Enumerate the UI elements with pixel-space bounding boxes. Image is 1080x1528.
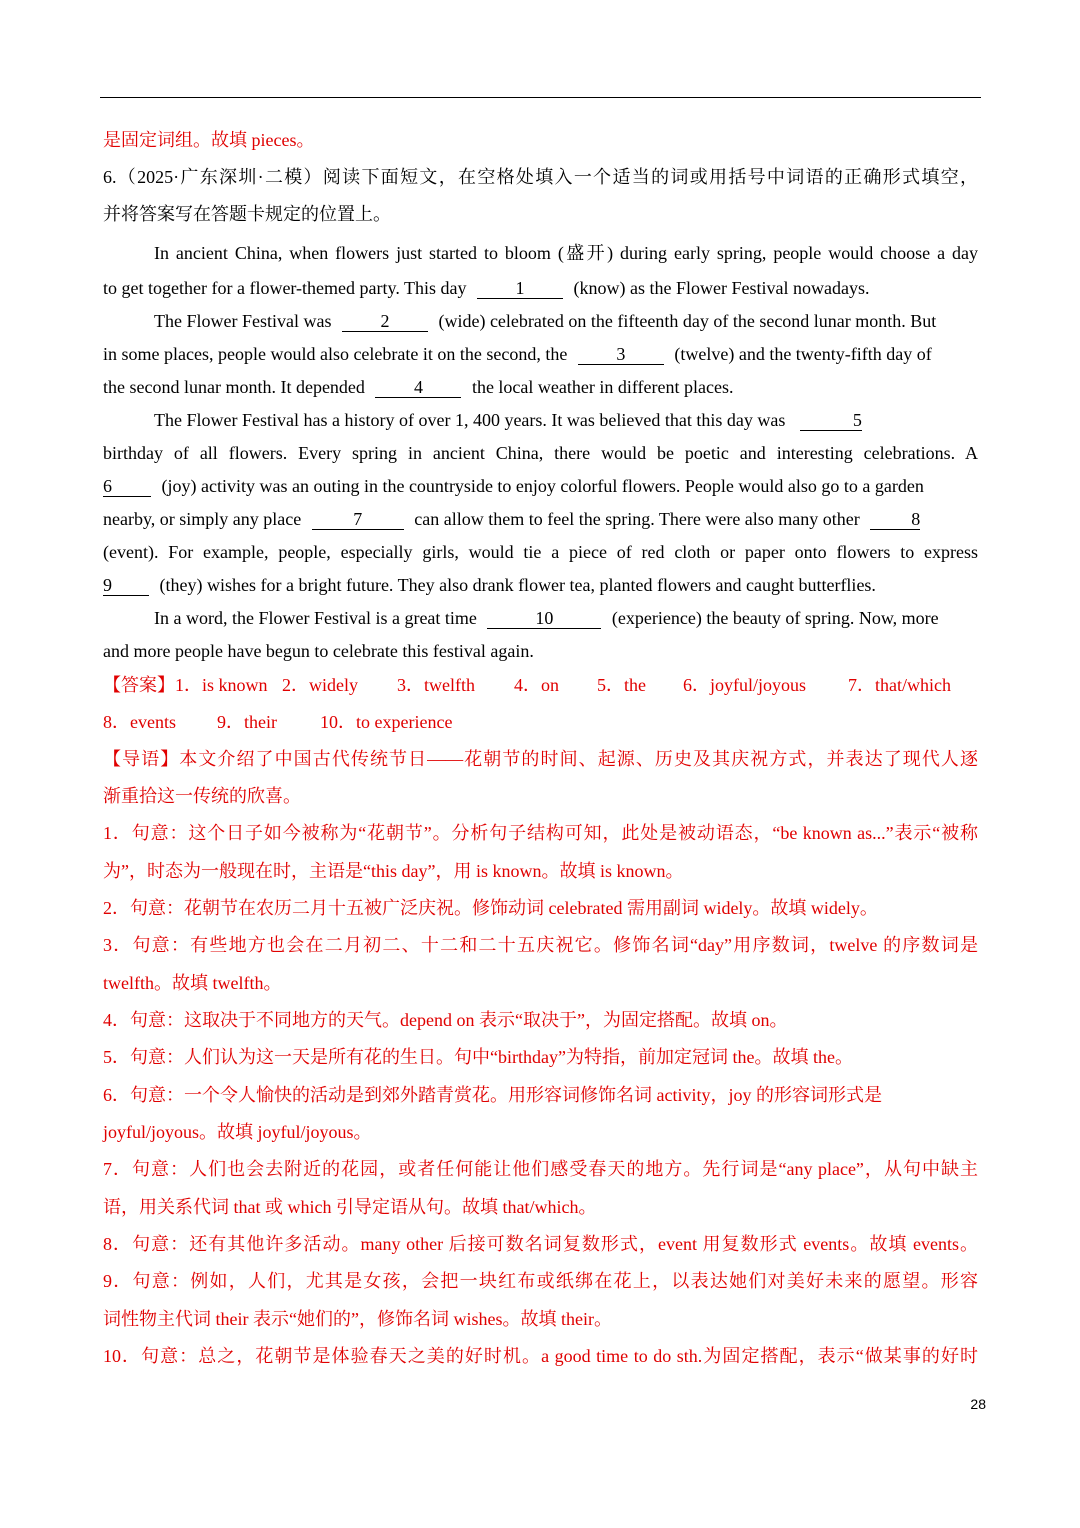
header-rule — [100, 97, 981, 98]
blank-4: 4 — [375, 377, 461, 398]
answer-item: 9．their — [217, 712, 277, 732]
answer-line2 — [103, 709, 978, 735]
blank-8: 8 — [870, 509, 920, 530]
explanation-line: 词性物主代词 their 表示“她们的”，修饰名词 wishes。故填 their。 — [103, 1309, 612, 1329]
page-number: 28 — [970, 1396, 986, 1412]
guide-line2: 渐重拾这一传统的欣喜。 — [103, 786, 301, 806]
passage-line: 6 (joy) activity was an outing in the countryside to enjoy colorful flowers. People would also go to a garden — [103, 476, 924, 496]
explanation-line: twelfth。故填 twelfth。 — [103, 973, 282, 993]
answer-item: 7．that/which — [848, 675, 951, 695]
blank-9: 9 — [103, 575, 149, 596]
passage-line: and more people have begun to celebrate this festival again. — [103, 641, 534, 661]
answer-line1 — [103, 672, 978, 698]
answer-item: 8．events — [103, 712, 176, 732]
explanation-line: 语，用关系代词 that 或 which 引导定语从句。故填 that/which。 — [103, 1197, 597, 1217]
answer-item: 10．to experience — [320, 712, 453, 732]
explanation-line: 9．句意：例如，人们，尤其是女孩，会把一块红布或纸绑在花上，以表达她们对美好未来的愿望。形容 — [103, 1271, 978, 1291]
answer-item: 1．is known — [175, 675, 268, 695]
explanation-line: 4．句意：这取决于不同地方的天气。depend on 表示“取决于”，为固定搭配。故填 on。 — [103, 1010, 788, 1030]
explanation-line: 2．句意：花朝节在农历二月十五被广泛庆祝。修饰动词 celebrated 需用副词 widely。故填 widely。 — [103, 898, 878, 918]
question-instruction-line2: 并将答案写在答题卡规定的位置上。 — [103, 204, 391, 224]
explanation-line: 为”，时态为一般现在时，主语是“this day”，用 is known。故填 is known。 — [103, 861, 684, 881]
blank-6: 6 — [103, 476, 151, 497]
blank-2: 2 — [342, 311, 428, 332]
top-note: 是固定词组。故填 pieces。 — [103, 130, 315, 150]
answer-item: 4．on — [514, 675, 559, 695]
explanation-line: 6．句意：一个令人愉快的活动是到郊外踏青赏花。用形容词修饰名词 activity，joy 的形容词形式是 — [103, 1085, 882, 1105]
passage-line: the second lunar month. It depended 4 the local weather in different places. — [103, 377, 734, 397]
explanation-line: 7．句意：人们也会去附近的花园，或者任何能让他们感受春天的地方。先行词是“any place”，从句中缺主 — [103, 1159, 978, 1179]
passage-line: nearby, or simply any place 7 can allow them to feel the spring. There were also many other 8 — [103, 509, 921, 529]
explanation-line: joyful/joyous。故填 joyful/joyous。 — [103, 1122, 372, 1142]
guide-line1: 【导语】本文介绍了中国古代传统节日——花朝节的时间、起源、历史及其庆祝方式，并表达了现代人逐 — [103, 749, 978, 769]
explanation-line: 5．句意：人们认为这一天是所有花的生日。句中“birthday”为特指，前加定冠词 the。故填 the。 — [103, 1047, 853, 1067]
blank-10: 10 — [487, 608, 601, 629]
answer-item: 3．twelfth — [397, 675, 475, 695]
blank-5: 5 — [800, 410, 862, 431]
blank-7: 7 — [312, 509, 404, 530]
explanation-line: 1．句意：这个日子如今被称为“花朝节”。分析句子结构可知，此处是被动语态，“be known as...”表示“被称 — [103, 823, 978, 843]
blank-1: 1 — [477, 278, 563, 299]
question-instruction-line1: 6.（2025·广东深圳·二模）阅读下面短文，在空格处填入一个适当的词或用括号中词语的正确形式填空， — [103, 167, 978, 187]
passage-line: (event). For example, people, especially girls, would tie a piece of red cloth or paper onto flowers to express — [103, 542, 978, 562]
explanation-line: 8．句意：还有其他许多活动。many other 后接可数名词复数形式，event 用复数形式 events。故填 events。 — [103, 1234, 978, 1254]
passage-line: to get together for a flower-themed party. This day 1 (know) as the Flower Festival nowadays. — [103, 278, 870, 298]
explanation-line: 10．句意：总之，花朝节是体验春天之美的好时机。a good time to do sth.为固定搭配，表示“做某事的好时 — [103, 1346, 978, 1366]
answer-label: 【答案】 — [103, 675, 175, 695]
passage-line: In a word, the Flower Festival is a great time 10 (experience) the beauty of spring. Now, more — [154, 608, 939, 628]
explanation-line: 3．句意：有些地方也会在二月初二、十二和二十五庆祝它。修饰名词“day”用序数词，twelve 的序数词是 — [103, 935, 978, 955]
passage-line: 9 (they) wishes for a bright future. They also drank flower tea, planted flowers and caught butterflies. — [103, 575, 876, 595]
passage-line: birthday of all flowers. Every spring in ancient China, there would be poetic and interesting celebrations. A — [103, 443, 978, 463]
passage-line: The Flower Festival has a history of over 1, 400 years. It was believed that this day was 5 — [154, 410, 862, 430]
passage-line: In ancient China, when flowers just started to bloom (盛开) during early spring, people would choose a day — [154, 243, 978, 263]
answer-item: 2．widely — [282, 675, 358, 695]
passage-line: in some places, people would also celebrate it on the second, the 3 (twelve) and the twenty-fifth day of — [103, 344, 932, 364]
answer-item: 6．joyful/joyous — [683, 675, 807, 695]
answer-item: 5．the — [597, 675, 646, 695]
passage-line: The Flower Festival was 2 (wide) celebrated on the fifteenth day of the second lunar month. But — [154, 311, 937, 331]
blank-3: 3 — [578, 344, 664, 365]
